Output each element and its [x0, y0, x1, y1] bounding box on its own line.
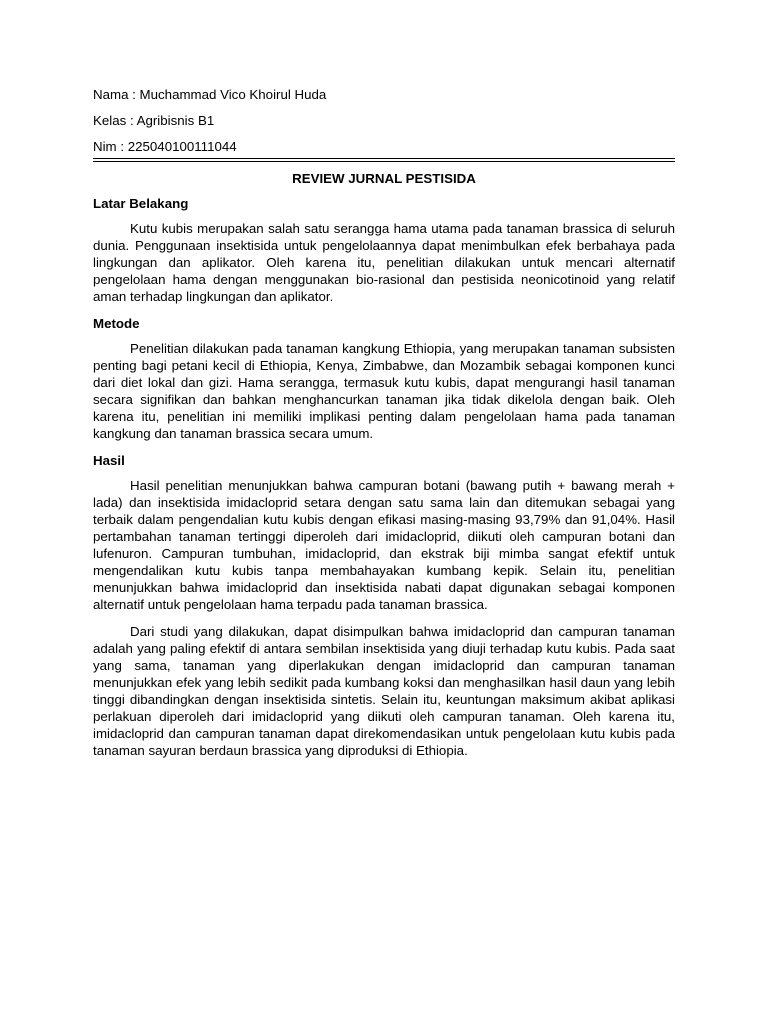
document-title: REVIEW JURNAL PESTISIDA	[292, 171, 476, 186]
student-class: Kelas : Agribisnis B1	[93, 113, 215, 128]
section-heading-latar-belakang: Latar Belakang	[93, 196, 189, 211]
student-nim: Nim : 225040100111044	[93, 139, 237, 154]
paragraph-latar-belakang: Kutu kubis merupakan salah satu serangga hama utama pada tanaman brassica di seluruh dunia. Penggunaan insektisida untuk pengelolaannya dapat menimbulkan efek berbahaya pada lingkungan dan aplikator. Oleh karena itu, penelitian dilakukan untuk mencari alternatif pengelolaan hama dengan menggunakan bio-rasional dan pestisida neonicotinoid yang relatif aman terhadap lingkungan dan aplikator.	[93, 221, 675, 304]
paragraph-metode: Penelitian dilakukan pada tanaman kangkung Ethiopia, yang merupakan tanaman subsisten penting bagi petani kecil di Ethiopia, Kenya, Zimbabwe, dan Mozambik sebagai komponen kunci dari diet lokal dan gizi. Hama serangga, termasuk kutu kubis, dapat mengurangi hasil tanaman secara signifikan dan bahkan menghancurkan tanaman jika tidak dikelola dengan baik. Oleh karena itu, penelitian ini memiliki implikasi penting dalam pengelolaan hama pada tanaman kangkung dan tanaman brassica secara umum.	[93, 341, 675, 441]
section-heading-metode: Metode	[93, 316, 140, 331]
paragraph-hasil-1: Hasil penelitian menunjukkan bahwa campuran botani (bawang putih + bawang merah + lada) dan insektisida imidacloprid setara dengan satu sama lain dan ditemukan sebagai yang terbaik dalam pengendalian kutu kubis dengan efikasi masing-masing 93,79% dan 91,04%. Hasil pertambahan tanaman tertinggi diperoleh dari imidacloprid, diikuti oleh campuran botani dan lufenuron. Campuran tumbuhan, imidacloprid, dan ekstrak biji mimba sangat efektif untuk mengendalikan kutu kubis tanpa membahayakan kumbang kepik. Selain itu, penelitian menunjukkan bahwa imidacloprid dan insektisida nabati dapat digunakan sebagai komponen alternatif untuk pengelolaan hama terpadu pada tanaman brassica.	[93, 478, 675, 612]
student-name: Nama : Muchammad Vico Khoirul Huda	[93, 87, 327, 102]
header-divider-top	[93, 158, 675, 159]
header-divider-bottom	[93, 161, 675, 162]
paragraph-hasil-2: Dari studi yang dilakukan, dapat disimpulkan bahwa imidacloprid dan campuran tanaman adalah yang paling efektif di antara sembilan insektisida yang diuji terhadap kutu kubis. Pada saat yang sama, tanaman yang diperlakukan dengan imidacloprid dan campuran tanaman menunjukkan efek yang lebih sedikit pada kumbang koksi dan menghasilkan hasil daun yang lebih tinggi dibandingkan dengan insektisida sintetis. Selain itu, keuntungan maksimum akibat aplikasi perlakuan diperoleh dari imidacloprid yang diikuti oleh campuran tanaman. Oleh karena itu, imidacloprid dan campuran tanaman dapat direkomendasikan untuk pengelolaan kutu kubis pada tanaman sayuran berdaun brassica yang diproduksi di Ethiopia.	[93, 624, 675, 758]
section-heading-hasil: Hasil	[93, 453, 125, 468]
document-page	[93, 86, 675, 769]
